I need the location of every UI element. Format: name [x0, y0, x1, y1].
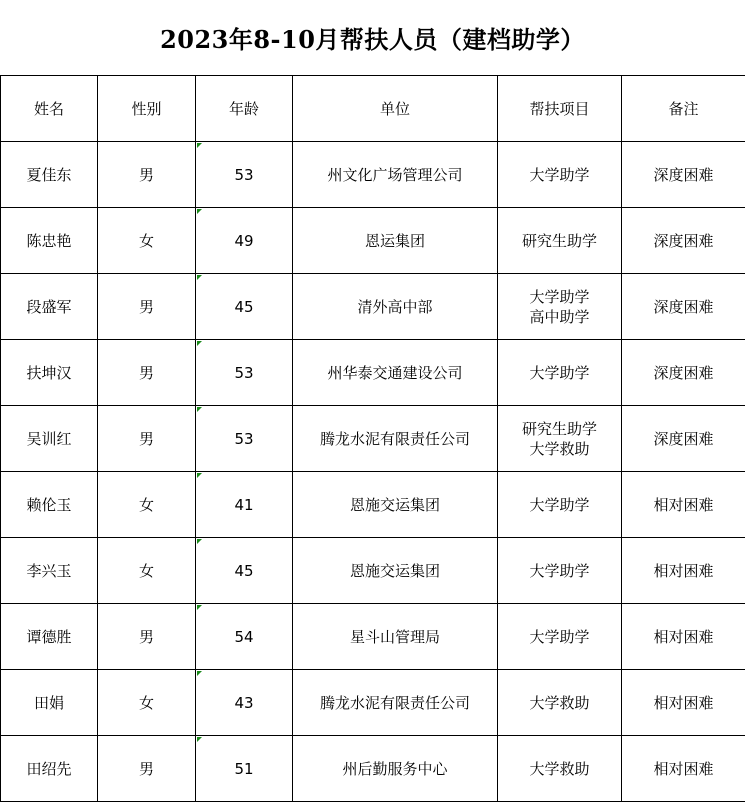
- cell-age[interactable]: 53: [196, 406, 293, 472]
- cell-project[interactable]: [498, 538, 622, 604]
- aid-table: [0, 75, 745, 802]
- cell-note[interactable]: 相对困难: [622, 670, 745, 736]
- table-row: [1, 538, 745, 604]
- project-line: 大学助学: [529, 287, 590, 306]
- header-project[interactable]: 帮扶项目: [498, 76, 622, 142]
- table-header-row: [1, 76, 745, 142]
- header-note[interactable]: 备注: [622, 76, 745, 142]
- cell-name[interactable]: 夏佳东: [1, 142, 98, 208]
- page-title: 2023年8-10月帮扶人员（建档助学）: [160, 25, 585, 54]
- project-line: 大学助学: [529, 495, 590, 514]
- cell-note[interactable]: 深度困难: [622, 208, 745, 274]
- cell-note[interactable]: 相对困难: [622, 736, 745, 802]
- cell-gender[interactable]: 男: [98, 406, 196, 472]
- project-line: 大学救助: [529, 759, 590, 778]
- cell-unit[interactable]: 星斗山管理局: [293, 604, 498, 670]
- table-row: [1, 274, 745, 340]
- cell-gender[interactable]: 男: [98, 142, 196, 208]
- cell-unit[interactable]: 恩运集团: [293, 208, 498, 274]
- cell-project[interactable]: [498, 142, 622, 208]
- table-row: [1, 406, 745, 472]
- cell-age[interactable]: 41: [196, 472, 293, 538]
- header-age[interactable]: 年龄: [196, 76, 293, 142]
- cell-project[interactable]: [498, 472, 622, 538]
- cell-name[interactable]: 李兴玉: [1, 538, 98, 604]
- cell-unit[interactable]: 恩施交运集团: [293, 472, 498, 538]
- cell-project[interactable]: [498, 736, 622, 802]
- cell-gender[interactable]: 女: [98, 538, 196, 604]
- cell-note[interactable]: 相对困难: [622, 604, 745, 670]
- cell-name[interactable]: 段盛军: [1, 274, 98, 340]
- cell-age[interactable]: 53: [196, 142, 293, 208]
- cell-age[interactable]: 49: [196, 208, 293, 274]
- cell-gender[interactable]: 男: [98, 604, 196, 670]
- cell-gender[interactable]: 女: [98, 208, 196, 274]
- cell-unit[interactable]: 腾龙水泥有限责任公司: [293, 670, 498, 736]
- cell-note[interactable]: 相对困难: [622, 472, 745, 538]
- table-body: [1, 142, 745, 802]
- cell-name[interactable]: 扶坤汉: [1, 340, 98, 406]
- table-row: [1, 604, 745, 670]
- cell-project[interactable]: [498, 670, 622, 736]
- cell-age[interactable]: 45: [196, 538, 293, 604]
- cell-name[interactable]: 田绍先: [1, 736, 98, 802]
- cell-unit[interactable]: 清外高中部: [293, 274, 498, 340]
- cell-unit[interactable]: 恩施交运集团: [293, 538, 498, 604]
- cell-unit[interactable]: 腾龙水泥有限责任公司: [293, 406, 498, 472]
- table-row: [1, 340, 745, 406]
- cell-gender[interactable]: 女: [98, 472, 196, 538]
- cell-note[interactable]: 深度困难: [622, 274, 745, 340]
- project-line: 大学助学: [529, 165, 590, 184]
- cell-name[interactable]: 陈忠艳: [1, 208, 98, 274]
- cell-name[interactable]: 赖伦玉: [1, 472, 98, 538]
- cell-project[interactable]: [498, 604, 622, 670]
- project-line: 研究生助学: [521, 231, 597, 250]
- cell-unit[interactable]: 州华泰交通建设公司: [293, 340, 498, 406]
- cell-project[interactable]: [498, 208, 622, 274]
- cell-name[interactable]: 吴训红: [1, 406, 98, 472]
- cell-note[interactable]: 深度困难: [622, 340, 745, 406]
- cell-unit[interactable]: 州文化广场管理公司: [293, 142, 498, 208]
- project-line: 研究生助学: [521, 419, 597, 438]
- cell-age[interactable]: 45: [196, 274, 293, 340]
- cell-age[interactable]: 51: [196, 736, 293, 802]
- cell-unit[interactable]: 州后勤服务中心: [293, 736, 498, 802]
- project-line: 大学助学: [529, 561, 590, 580]
- cell-project[interactable]: [498, 340, 622, 406]
- cell-project[interactable]: [498, 274, 622, 340]
- project-line: 大学救助: [529, 693, 590, 712]
- project-line: 大学助学: [529, 627, 590, 646]
- project-line: 高中助学: [529, 307, 590, 326]
- project-line: 大学救助: [529, 439, 590, 458]
- cell-age[interactable]: 53: [196, 340, 293, 406]
- cell-project[interactable]: [498, 406, 622, 472]
- cell-age[interactable]: 54: [196, 604, 293, 670]
- header-gender[interactable]: 性别: [98, 76, 196, 142]
- cell-gender[interactable]: 男: [98, 736, 196, 802]
- table-row: [1, 142, 745, 208]
- header-unit[interactable]: 单位: [293, 76, 498, 142]
- cell-note[interactable]: 深度困难: [622, 406, 745, 472]
- cell-name[interactable]: 田娟: [1, 670, 98, 736]
- cell-name[interactable]: 谭德胜: [1, 604, 98, 670]
- cell-age[interactable]: 43: [196, 670, 293, 736]
- cell-gender[interactable]: 男: [98, 274, 196, 340]
- table-row: [1, 736, 745, 802]
- cell-note[interactable]: 深度困难: [622, 142, 745, 208]
- table-row: [1, 208, 745, 274]
- cell-gender[interactable]: 男: [98, 340, 196, 406]
- cell-note[interactable]: 相对困难: [622, 538, 745, 604]
- cell-gender[interactable]: 女: [98, 670, 196, 736]
- project-line: 大学助学: [529, 363, 590, 382]
- table-row: [1, 472, 745, 538]
- header-name[interactable]: 姓名: [1, 76, 98, 142]
- table-row: [1, 670, 745, 736]
